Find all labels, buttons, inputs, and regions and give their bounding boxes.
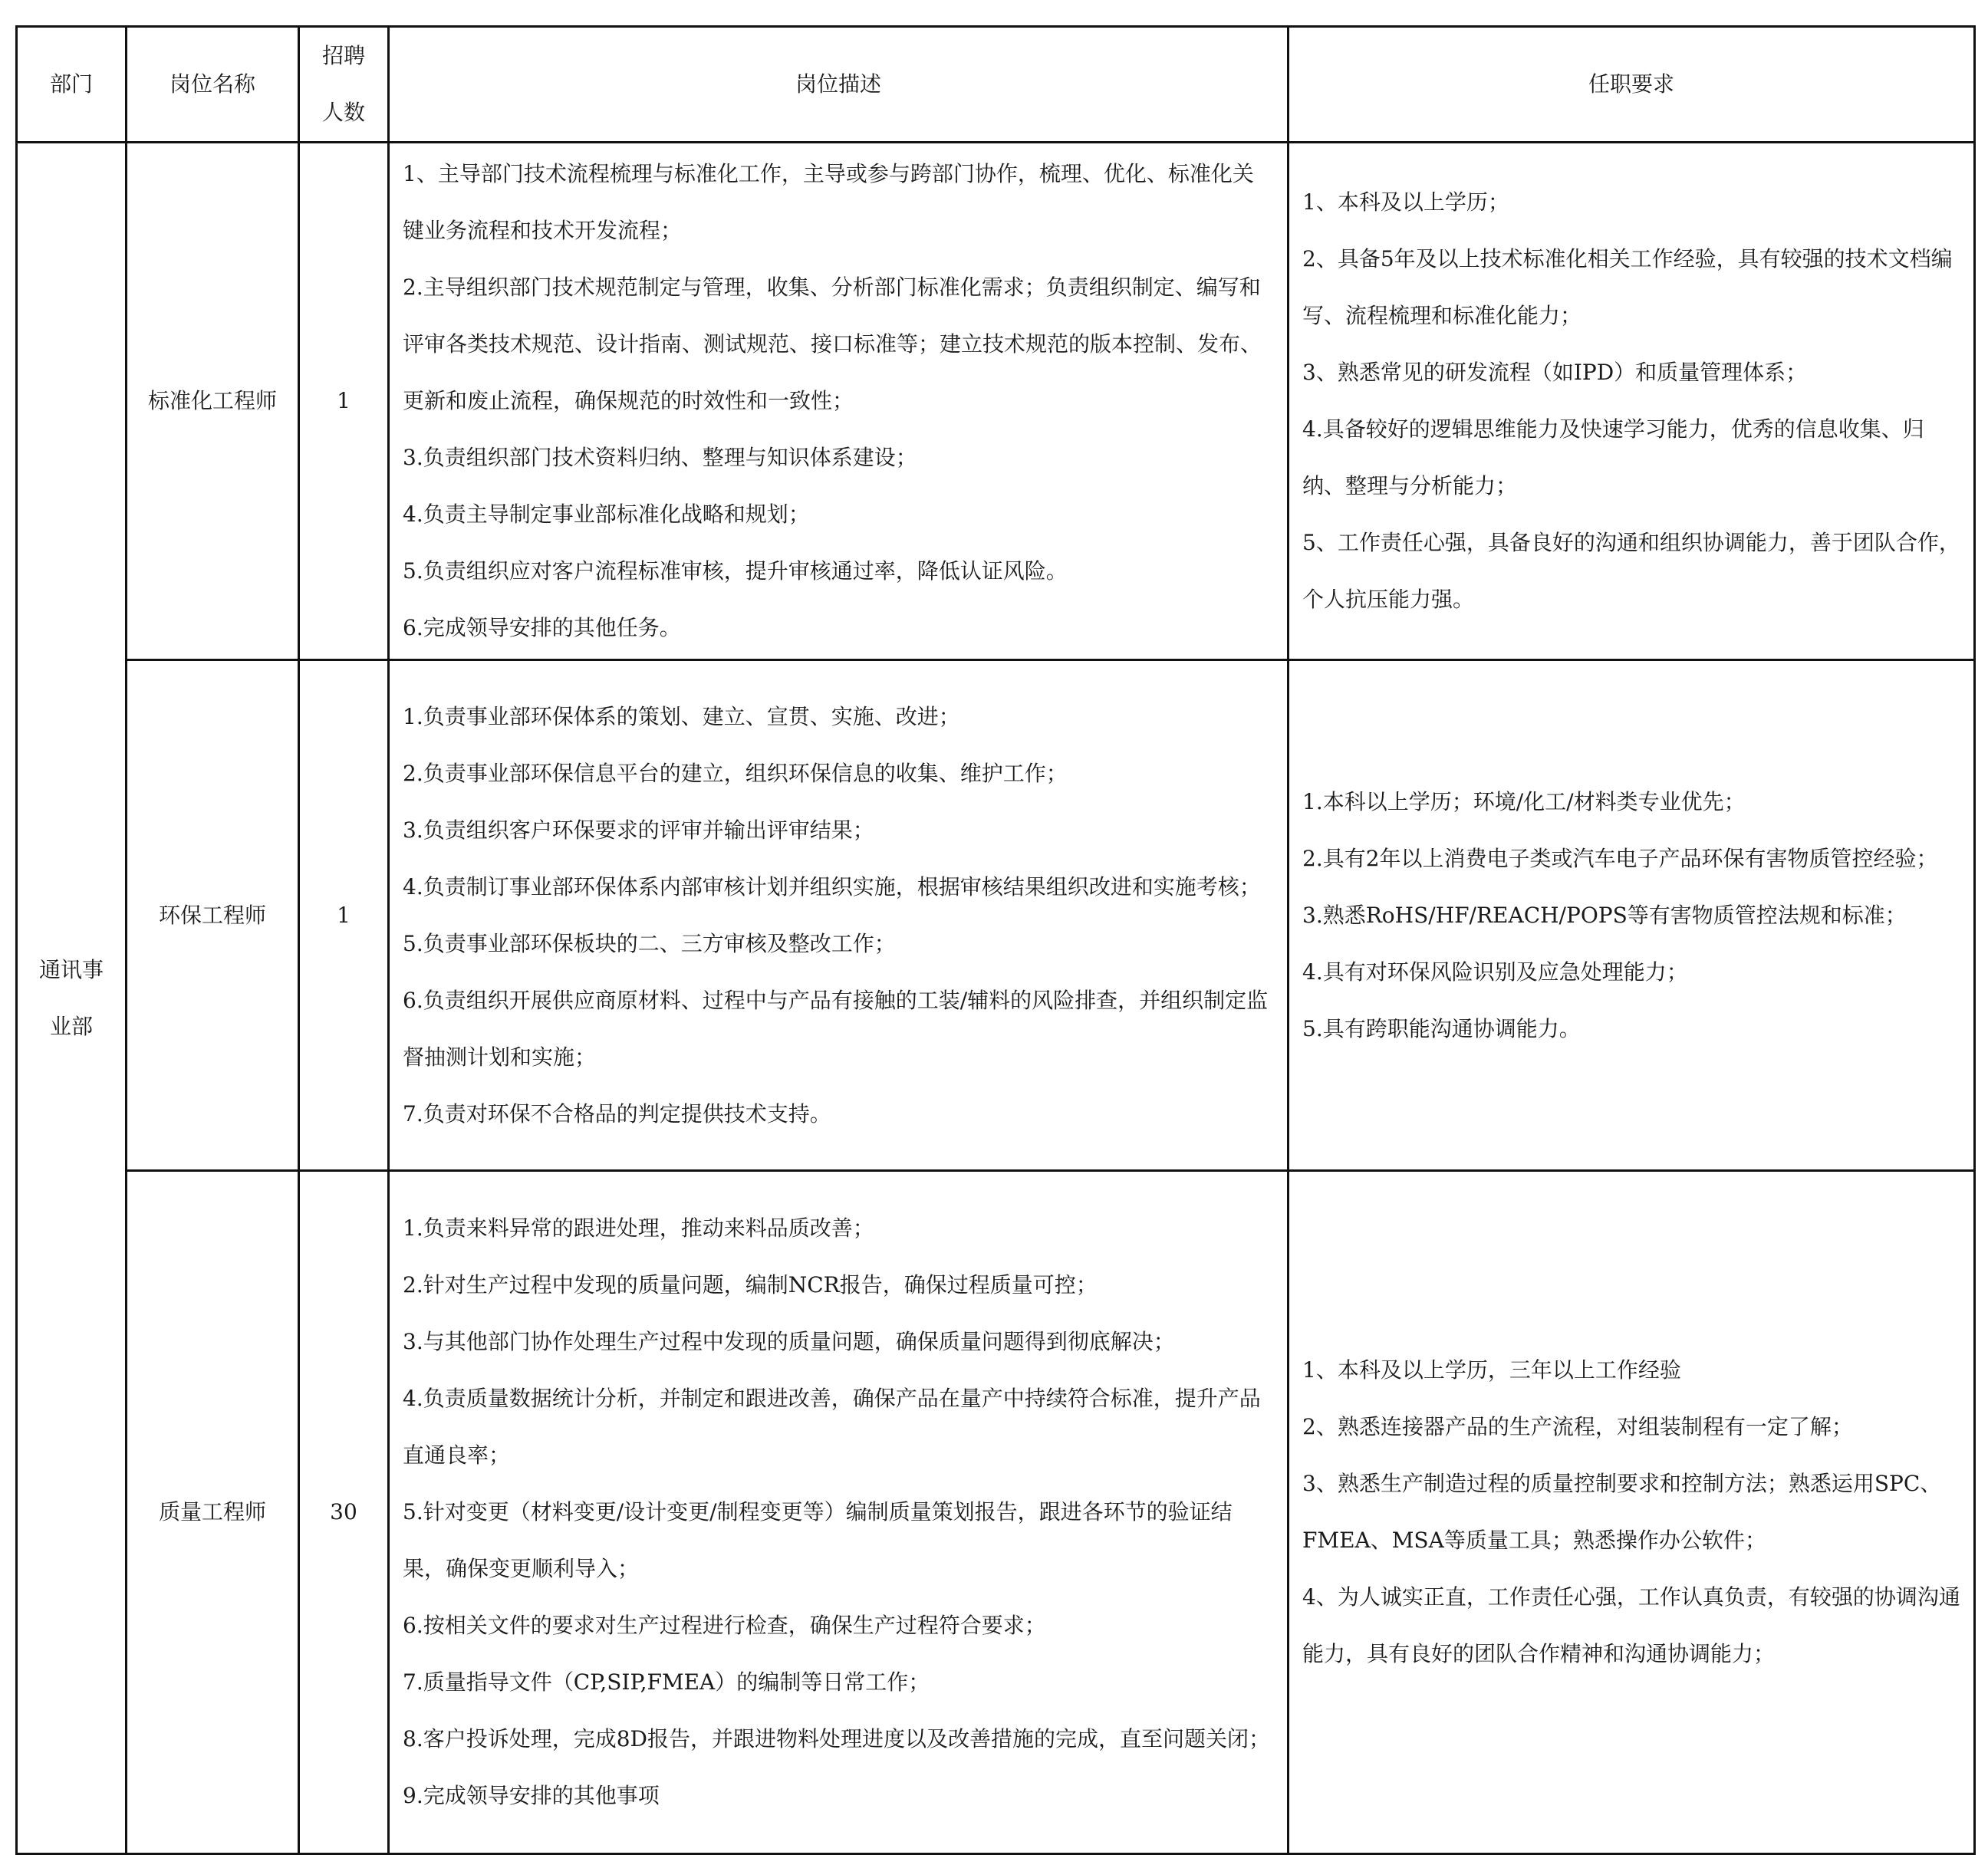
description-item: 1.负责来料异常的跟进处理，推动来料品质改善；: [403, 1215, 874, 1241]
table-row-standardization-engineer: [17, 143, 1975, 660]
header-headcount-line1: 招聘: [321, 43, 365, 68]
description-item: 4.负责制订事业部环保体系内部审核计划并组织实施，根据审核结果组织改进和实施考核；: [403, 873, 1261, 900]
requirements-cell: [1289, 143, 1975, 660]
requirements-cell: [1289, 1171, 1975, 1854]
header-requirements: 任职要求: [1289, 27, 1975, 143]
requirement-item: 2.具有2年以上消费电子类或汽车电子产品环保有害物质管控经验；: [1302, 845, 1938, 871]
header-description: 岗位描述: [389, 27, 1289, 143]
job-posting-table: [15, 25, 1976, 1855]
description-item: 2.主导组织部门技术规范制定与管理，收集、分析部门标准化需求；负责组织制定、编写和评审各类技术规范、设计指南、测试规范、接口标准等；建立技术规范的版本控制、发布、更新和废止流程，确保规范的时效性和一致性；: [403, 275, 1262, 413]
requirement-item: 2、具备5年及以上技术标准化相关工作经验，具有较强的技术文档编写、流程梳理和标准化能力；: [1302, 246, 1953, 328]
description-item: 7.负责对环保不合格品的判定提供技术支持。: [403, 1100, 831, 1126]
requirement-item: 1.本科以上学历；环境/化工/材料类专业优先；: [1302, 788, 1746, 814]
description-item: 7.质量指导文件（CP,SIP,FMEA）的编制等日常工作；: [403, 1669, 930, 1695]
table-row-environmental-engineer: [17, 660, 1975, 1171]
requirement-item: 2、熟悉连接器产品的生产流程，对组装制程有一定了解；: [1302, 1414, 1853, 1439]
requirement-item: 1、本科及以上学历，三年以上工作经验: [1302, 1357, 1681, 1383]
position-cell: 标准化工程师: [127, 143, 299, 660]
description-cell: [389, 1171, 1289, 1854]
header-row: [17, 27, 1975, 143]
requirement-item: 3、熟悉生产制造过程的质量控制要求和控制方法；熟悉运用SPC、FMEA、MSA等质量工具；熟悉操作办公软件；: [1302, 1471, 1942, 1553]
requirement-item: 5.具有跨职能沟通协调能力。: [1302, 1015, 1581, 1041]
header-department: 部门: [17, 27, 127, 143]
requirement-item: 3、熟悉常见的研发流程（如IPD）和质量管理体系；: [1302, 360, 1808, 385]
department-cell: [17, 143, 127, 1854]
description-item: 2.负责事业部环保信息平台的建立，组织环保信息的收集、维护工作；: [403, 760, 1068, 786]
headcount-cell: 1: [299, 143, 389, 660]
description-cell: [389, 143, 1289, 660]
header-headcount-line2: 人数: [321, 100, 365, 125]
description-item: 6.按相关文件的要求对生产过程进行检查，确保生产过程符合要求；: [403, 1613, 1046, 1638]
position-cell: 质量工程师: [127, 1171, 299, 1854]
department-line1: 通讯事: [38, 956, 104, 982]
description-item: 6.完成领导安排的其他任务。: [403, 615, 681, 640]
description-cell: [389, 660, 1289, 1171]
department-line2: 业部: [49, 1013, 93, 1039]
description-item: 3.负责组织客户环保要求的评审并输出评审结果；: [403, 817, 874, 843]
requirement-item: 4.具有对环保风险识别及应急处理能力；: [1302, 959, 1688, 985]
description-item: 1、主导部门技术流程梳理与标准化工作，主导或参与跨部门协作，梳理、优化、标准化关键业务流程和技术开发流程；: [403, 161, 1254, 243]
description-item: 4.负责质量数据统计分析，并制定和跟进改善，确保产品在量产中持续符合标准，提升产品直通良率；: [403, 1386, 1261, 1468]
requirement-item: 5、工作责任心强，具备良好的沟通和组织协调能力，善于团队合作，个人抗压能力强。: [1302, 530, 1960, 612]
description-item: 3.与其他部门协作处理生产过程中发现的质量问题，确保质量问题得到彻底解决；: [403, 1329, 1175, 1354]
description-item: 5.负责组织应对客户流程标准审核，提升审核通过率，降低认证风险。: [403, 558, 1068, 584]
description-item: 8.客户投诉处理，完成8D报告，并跟进物料处理进度以及改善措施的完成，直至问题关闭；: [403, 1726, 1270, 1751]
description-item: 6.负责组织开展供应商原材料、过程中与产品有接触的工装/辅料的风险排查，并组织制定监督抽测计划和实施；: [403, 987, 1269, 1070]
requirement-item: 1、本科及以上学历；: [1302, 189, 1509, 215]
description-item: 2.针对生产过程中发现的质量问题，编制NCR报告，确保过程质量可控；: [403, 1272, 1098, 1298]
requirement-item: 3.熟悉RoHS/HF/REACH/POPS等有害物质管控法规和标准；: [1302, 902, 1907, 928]
headcount-cell: 30: [299, 1171, 389, 1854]
description-item: 5.针对变更（材料变更/设计变更/制程变更等）编制质量策划报告，跟进各环节的验证结果，确保变更顺利导入；: [403, 1499, 1233, 1581]
requirement-item: 4.具备较好的逻辑思维能力及快速学习能力，优秀的信息收集、归纳、整理与分析能力；: [1302, 416, 1924, 498]
description-item: 1.负责事业部环保体系的策划、建立、宣贯、实施、改进；: [403, 703, 960, 729]
table-row-quality-engineer: [17, 1171, 1975, 1854]
header-position: 岗位名称: [127, 27, 299, 143]
headcount-cell: 1: [299, 660, 389, 1171]
description-item: 3.负责组织部门技术资料归纳、整理与知识体系建设；: [403, 445, 917, 470]
description-item: 5.负责事业部环保板块的二、三方审核及整改工作；: [403, 930, 896, 956]
header-headcount: [299, 27, 389, 143]
position-cell: 环保工程师: [127, 660, 299, 1171]
requirements-cell: [1289, 660, 1975, 1171]
description-item: 4.负责主导制定事业部标准化战略和规划；: [403, 502, 810, 527]
description-item: 9.完成领导安排的其他事项: [403, 1783, 660, 1808]
requirement-item: 4、为人诚实正直，工作责任心强，工作认真负责，有较强的协调沟通能力，具有良好的团队合作精神和沟通协调能力；: [1302, 1584, 1960, 1666]
